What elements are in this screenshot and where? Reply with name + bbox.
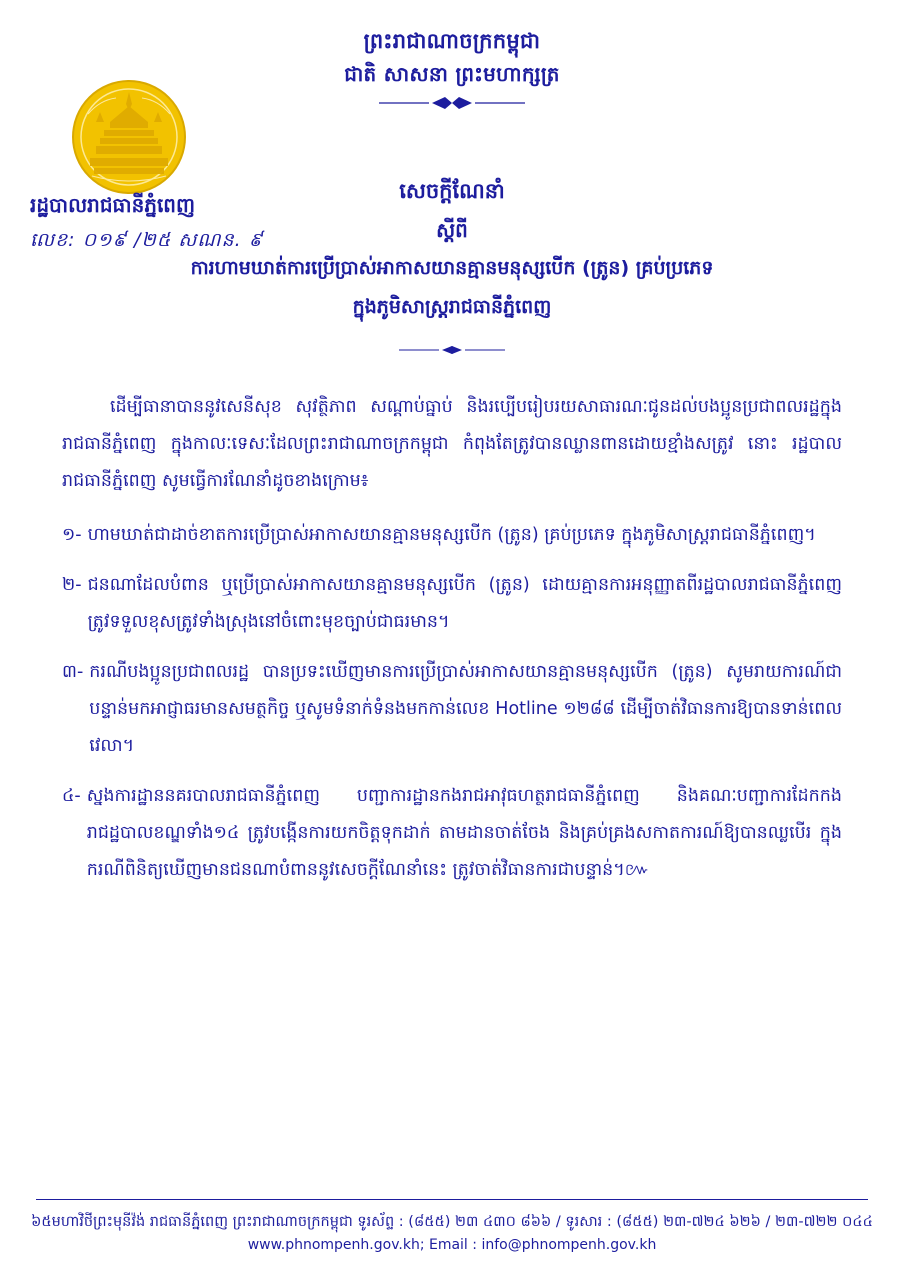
header-ornament-divider — [377, 96, 527, 110]
list-item — [62, 567, 842, 641]
list-item-text: ស្នងការដ្ឋាននគរបាលរាជធានីភ្នំពេញ បញ្ជាការដ្ឋានកងរាជអាវុធហត្ថរាជធានីភ្នំពេញ និងគណៈបញ្ជាការដែកកងរាជដ្ឋបាលខណ្ឌទាំង១៤ ត្រូវបង្កើនការយកចិត្តទុកដាក់ តាមដានចាត់ចែង និងគ្រប់គ្រងសកាតការណ៍ឱ្យបានឈ្លបើរ ក្នុងករណីពិនិត្យឃើញមានជនណាបំពាននូវសេចក្តីណែនាំនេះ ត្រូវចាត់វិធានការជាបន្ទាន់។៚ — [86, 786, 842, 881]
title-description-line1: ការហាមឃាត់ការប្រើប្រាស់អាកាសយានគ្មានមនុស្សបើក (ត្រូន) គ្រប់ប្រភេទ — [190, 257, 714, 280]
numbered-items-list — [62, 517, 842, 890]
list-item-number: ៤- — [62, 786, 81, 807]
document-reference-number: លេខ: ០១៩ /២៥ សណន. ៩ — [30, 229, 264, 251]
intro-paragraph: ដើម្បីធានាបាននូវសេនីសុខ សុវត្ថិភាព សណ្តាប់ធ្នាប់ និងរប្បើបរៀបរយសាធារណៈជូនដល់បងប្អូនប្រជាពលរដ្ឋក្នុងរាជធានីភ្នំពេញ ក្នុងកាលៈទេសៈដែលព្រះរាជាណាចក្រកម្ពុជា កំពុងតែត្រូវបានឈ្លានពានដោយខ្មាំងសត្រូវ នោះ រដ្ឋបាលរាជធានីភ្នំពេញ សូមធ្វើការណែនាំដូចខាងក្រោម៖ — [62, 397, 842, 492]
royal-seal-icon — [70, 78, 188, 196]
list-item-text: ករណីបងប្អូនប្រជាពលរដ្ឋ បានប្រទះឃើញមានការប្រើប្រាស់អាកាសយានគ្មានមនុស្សបើក (ត្រូន) សូមរាយការណ៍ជាបន្ទាន់មកអាជ្ញាធរមានសមត្ថកិច្ច ឬសូមទំនាក់ទំនងមកកាន់លេខ Hotline ១២៨៨ ដើម្បីចាត់វិធានការឱ្យបានទាន់ពេលវេលា។ — [89, 661, 842, 757]
authority-name: រដ្ឋបាលរាជធានីភ្នំពេញ — [30, 193, 196, 217]
list-item — [62, 778, 842, 889]
footer-address-line: ៦៥មហាវិថីព្រះមុនីវ៉ង់ រាជធានីភ្នំពេញ ព្រះរាជាណាចក្រកម្ពុជា ទូរស័ព្ទ : (៨៥៥) ២៣ ៤៣០ ៨៦៦ / ទូរសារ : (៨៥៥) ២៣-៧២៤ ៦២៦ / ២៣-៧២២ ០៤៤ — [31, 1213, 873, 1230]
footer-divider — [36, 1199, 868, 1200]
kingdom-motto-line: ជាតិ សាសនា ព្រះមហាក្សត្រ — [344, 61, 560, 86]
list-item-number: ៣- — [62, 661, 84, 682]
kingdom-title-line1: ព្រះរាជាណាចក្រកម្ពុជា — [363, 29, 541, 53]
title-ornament-divider — [397, 345, 507, 355]
list-item-number: ១- — [62, 524, 82, 545]
list-item — [62, 654, 842, 765]
title-description-line2: ក្នុងភូមិសាស្ត្ររាជធានីភ្នំពេញ — [352, 296, 552, 319]
document-body — [0, 389, 904, 889]
list-item — [62, 517, 842, 554]
page-title: សេចក្តីណែនាំ — [399, 178, 505, 203]
title-subject-label: ស្តីពី — [436, 218, 468, 243]
list-item-text: ហាមឃាត់ជាដាច់ខាតការប្រើប្រាស់អាកាសយានគ្មានមនុស្សបើក (ត្រូន) គ្រប់ប្រភេទ ក្នុងភូមិសាស្ត្ររាជធានីភ្នំពេញ។ — [87, 524, 816, 545]
issuing-authority-block — [30, 192, 360, 256]
list-item-text: ជនណាដែលបំពាន ឬប្រើប្រាស់អាកាសយានគ្មានមនុស្សបើក (ត្រូន) ដោយគ្មានការអនុញ្ញាតពីរដ្ឋបាលរាជធានីភ្នំពេញ ត្រូវទទួលខុសត្រូវទាំងស្រុងនៅចំពោះមុខច្បាប់ជាធរមាន។ — [87, 574, 842, 632]
list-item-number: ២- — [62, 574, 82, 595]
document-footer — [0, 1199, 904, 1258]
footer-web-email-line: www.phnompenh.gov.kh; Email : info@phnompenh.gov.kh — [247, 1237, 657, 1254]
